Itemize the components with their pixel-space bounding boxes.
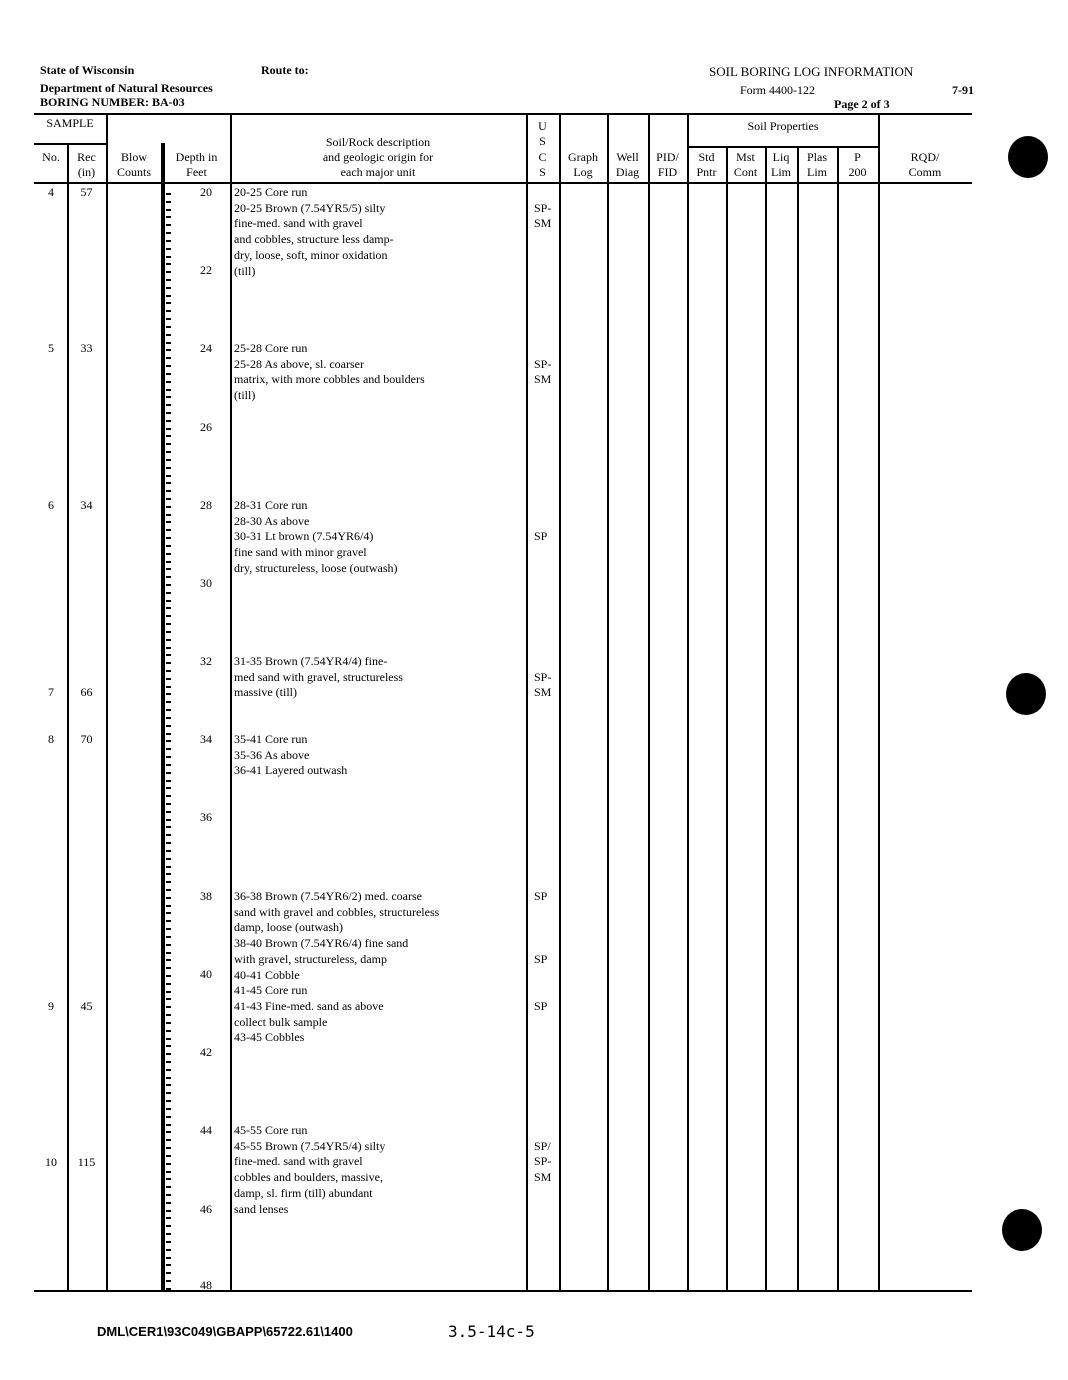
sample-no: 4 (48, 185, 54, 199)
table-top-border (34, 113, 972, 115)
depth-tick (166, 1006, 171, 1008)
depth-tick (166, 1264, 171, 1266)
depth-tick (166, 1280, 171, 1282)
blow-header: Blow (120, 150, 147, 164)
col-divider (106, 113, 108, 1290)
depth-tick (166, 224, 171, 226)
footer-page-code: 3.5-14c-5 (448, 1322, 535, 1341)
depth-label: 24 (200, 341, 212, 355)
col-divider (559, 113, 561, 1290)
depth-label: 20 (200, 185, 212, 199)
depth-tick (166, 1155, 171, 1157)
rec-header: Rec (77, 150, 96, 164)
depth-tick (166, 576, 171, 578)
sample-header-rule (34, 143, 106, 145)
depth-tick (166, 928, 171, 930)
sample-rec: 70 (80, 732, 93, 746)
depth-tick (166, 1210, 171, 1212)
depth-tick (166, 740, 171, 742)
depth-tick (166, 334, 171, 336)
depth-tick (166, 365, 171, 367)
depth-tick (166, 232, 171, 234)
plas-header: Plas (806, 150, 827, 164)
counts-header: Counts (116, 165, 151, 179)
sample-rec: 34 (80, 498, 93, 512)
depth-tick (166, 881, 171, 883)
uscs-header-s2: S (539, 165, 546, 179)
depth-tick (166, 1272, 171, 1274)
depth-tick (166, 584, 171, 586)
log-header: Log (573, 165, 593, 179)
depth-label: 38 (200, 889, 212, 903)
depth-label: 46 (200, 1202, 212, 1216)
state-name: State of Wisconsin (40, 63, 135, 77)
sample-no: 5 (48, 341, 54, 355)
depth-tick (166, 905, 171, 907)
uscs-code: SP/ SP- SM (534, 1138, 552, 1185)
depth-tick (166, 1084, 171, 1086)
depth-tick (166, 1077, 171, 1079)
depth-tick (166, 381, 171, 383)
uscs-header-c: C (538, 150, 547, 164)
description-block: 31-35 Brown (7.54YR4/4) fine- med sand with gravel, structureless massive (till) (234, 654, 403, 700)
table-bottom-border (34, 1290, 972, 1292)
description-block: 28-31 Core run 28-30 As above 30-31 Lt brown (7.54YR6/4) fine sand with minor gravel dry, structureless, loose (outwash) (234, 498, 398, 575)
punch-hole (1008, 136, 1048, 178)
depth-tick (166, 553, 171, 555)
depth-tick (166, 1194, 171, 1196)
well-header: Well (616, 150, 639, 164)
mst-header: Mst (736, 150, 755, 164)
soil-properties-header: Soil Properties (747, 119, 819, 133)
depth-tick (166, 1022, 171, 1024)
depth-tick (166, 686, 171, 688)
comm-header: Comm (908, 165, 942, 179)
col-divider (726, 146, 728, 1290)
depth-tick (166, 412, 171, 414)
depth-tick (166, 944, 171, 946)
depth-tick (166, 1030, 171, 1032)
depth-tick (166, 1202, 171, 1204)
depth-tick (166, 592, 171, 594)
depth-tick (166, 1124, 171, 1126)
depth-tick (166, 240, 171, 242)
sample-no: 10 (45, 1155, 57, 1169)
sample-rec: 45 (80, 999, 93, 1013)
depth-tick (166, 404, 171, 406)
p-header: P (854, 150, 861, 164)
depth-tick (166, 318, 171, 320)
depth-tick (166, 459, 171, 461)
depth-tick (166, 310, 171, 312)
depth-tick (166, 568, 171, 570)
depth-label: 48 (200, 1278, 212, 1292)
depth-tick (166, 1178, 171, 1180)
depth-tick (166, 545, 171, 547)
depth-tick (166, 248, 171, 250)
sample-no: 8 (48, 732, 54, 746)
depth-tick (166, 670, 171, 672)
col-divider (67, 143, 69, 1290)
punch-hole (1002, 1209, 1042, 1251)
depth-header: Depth in (175, 150, 218, 164)
depth-tick (166, 1241, 171, 1243)
form-number: Form 4400-122 (740, 83, 815, 97)
depth-tick (166, 647, 171, 649)
depth-tick (166, 897, 171, 899)
col-divider (765, 146, 767, 1290)
depth-tick (166, 826, 171, 828)
p200-header: 200 (848, 165, 867, 179)
depth-tick (166, 1045, 171, 1047)
depth-tick (166, 475, 171, 477)
sample-no: 7 (48, 685, 54, 699)
description-block: 25-28 Core run 25-28 As above, sl. coarser matrix, with more cobbles and boulders (till) (234, 341, 425, 403)
boring-number: BORING NUMBER: BA-03 (40, 95, 185, 109)
depth-tick (166, 866, 171, 868)
sample-no: 9 (48, 999, 54, 1013)
depth-tick (166, 1053, 171, 1055)
log-title: SOIL BORING LOG INFORMATION (709, 64, 914, 79)
depth-tick (166, 772, 171, 774)
fid-header: FID (657, 165, 678, 179)
liq-header: Liq (772, 150, 790, 164)
uscs-header-u: U (538, 119, 547, 133)
depth-label: 26 (200, 420, 212, 434)
sample-no: 6 (48, 498, 54, 512)
depth-tick (166, 780, 171, 782)
rqd-header: RQD/ (910, 150, 940, 164)
depth-tick (166, 756, 171, 758)
page-number: Page 2 of 3 (834, 97, 890, 111)
depth-tick (166, 1139, 171, 1141)
liq-lim-header: Lim (771, 165, 791, 179)
depth-tick (166, 615, 171, 617)
depth-tick (166, 1257, 171, 1259)
depth-tick (166, 952, 171, 954)
depth-tick (166, 764, 171, 766)
depth-tick (166, 1288, 171, 1290)
depth-tick (166, 1108, 171, 1110)
depth-tick (166, 795, 171, 797)
depth-tick (166, 912, 171, 914)
feet-header: Feet (186, 165, 207, 179)
depth-tick (166, 201, 171, 203)
depth-tick (166, 482, 171, 484)
depth-label: 28 (200, 498, 212, 512)
depth-label: 40 (200, 967, 212, 981)
soil-props-header-rule (688, 146, 879, 148)
depth-tick (166, 733, 171, 735)
depth-tick (166, 678, 171, 680)
col-divider (648, 113, 650, 1290)
depth-tick (166, 193, 171, 195)
depth-tick (166, 1092, 171, 1094)
col-divider (797, 146, 799, 1290)
depth-tick (166, 748, 171, 750)
depth-tick (166, 803, 171, 805)
form-revision: 7-91 (952, 83, 974, 97)
depth-tick (166, 287, 171, 289)
uscs-code: SP- SM (534, 356, 552, 387)
sample-header: SAMPLE (46, 116, 94, 130)
depth-tick (166, 1038, 171, 1040)
header-bottom-border (34, 182, 972, 184)
depth-tick (166, 842, 171, 844)
depth-tick (166, 858, 171, 860)
depth-tick (166, 967, 171, 969)
no-header: No. (42, 150, 60, 164)
depth-tick (166, 1061, 171, 1063)
depth-tick (166, 811, 171, 813)
depth-tick (166, 521, 171, 523)
depth-tick (166, 435, 171, 437)
depth-tick (166, 623, 171, 625)
depth-tick (166, 873, 171, 875)
depth-label: 32 (200, 654, 212, 668)
department-name: Department of Natural Resources (40, 81, 213, 95)
depth-tick (166, 467, 171, 469)
depth-tick (166, 349, 171, 351)
depth-tick (166, 662, 171, 664)
rec-unit-header: (in) (77, 165, 96, 179)
col-divider (837, 146, 839, 1290)
depth-tick (166, 654, 171, 656)
cont-header: Cont (733, 165, 758, 179)
depth-tick (166, 295, 171, 297)
depth-tick (166, 717, 171, 719)
depth-tick (166, 506, 171, 508)
depth-tick (166, 819, 171, 821)
desc-header-2: and geologic origin for (322, 150, 434, 164)
depth-tick (166, 428, 171, 430)
desc-header-3: each major unit (340, 165, 416, 179)
depth-tick (166, 342, 171, 344)
uscs-code: SP (534, 999, 548, 1013)
sample-rec: 33 (80, 341, 93, 355)
col-divider (163, 143, 165, 1290)
description-block: 35-41 Core run 35-36 As above 36-41 Layered outwash (234, 732, 348, 778)
sample-rec: 57 (80, 185, 93, 199)
depth-tick (166, 959, 171, 961)
depth-tick (166, 1163, 171, 1165)
depth-tick (166, 498, 171, 500)
depth-tick (166, 709, 171, 711)
col-divider (878, 113, 880, 1290)
depth-tick (166, 561, 171, 563)
depth-tick (166, 834, 171, 836)
depth-tick (166, 975, 171, 977)
depth-tick (166, 889, 171, 891)
col-divider (607, 113, 609, 1290)
depth-tick (166, 1217, 171, 1219)
uscs-code: SP- SM (534, 200, 552, 231)
depth-label: 34 (200, 732, 212, 746)
depth-label: 44 (200, 1123, 212, 1137)
plas-lim-header: Lim (807, 165, 827, 179)
depth-tick (166, 1014, 171, 1016)
depth-tick (166, 1171, 171, 1173)
route-to-label: Route to: (261, 63, 309, 77)
depth-tick (166, 514, 171, 516)
depth-tick (166, 373, 171, 375)
depth-tick (166, 991, 171, 993)
depth-tick (166, 600, 171, 602)
depth-tick (166, 302, 171, 304)
depth-tick (166, 1186, 171, 1188)
depth-tick (166, 263, 171, 265)
description-block: 45-55 Core run 45-55 Brown (7.54YR5/4) silty fine-med. sand with gravel cobbles and boulders, massive, damp, sl. firm (till) abundant sand lenses (234, 1123, 386, 1216)
depth-tick (166, 1233, 171, 1235)
depth-tick (166, 326, 171, 328)
desc-header-1: Soil/Rock description (325, 135, 431, 149)
std-header: Std (698, 150, 715, 164)
uscs-code: SP (534, 952, 548, 966)
description-block: 20-25 Core run 20-25 Brown (7.54YR5/5) silty fine-med. sand with gravel and cobbles, structure less damp- dry, loose, soft, minor oxidation (till) (234, 185, 394, 278)
depth-tick (166, 639, 171, 641)
depth-tick (166, 607, 171, 609)
pntr-header: Pntr (696, 165, 717, 179)
uscs-code: SP (534, 889, 548, 903)
depth-tick (166, 271, 171, 273)
depth-label: 42 (200, 1045, 212, 1059)
depth-tick (166, 490, 171, 492)
uscs-header-s: S (539, 134, 546, 148)
depth-tick (166, 1116, 171, 1118)
depth-tick (166, 1069, 171, 1071)
col-divider (526, 113, 528, 1290)
depth-tick (166, 725, 171, 727)
depth-tick (166, 1147, 171, 1149)
pid-header: PID/ (656, 150, 679, 164)
depth-tick (166, 396, 171, 398)
depth-tick (166, 631, 171, 633)
footer-file-path: DML\CER1\93C049\GBAPP\65722.61\1400 (97, 1324, 353, 1339)
depth-tick (166, 998, 171, 1000)
punch-hole (1006, 673, 1046, 715)
col-divider (230, 113, 232, 1290)
depth-tick (166, 357, 171, 359)
depth-tick (166, 936, 171, 938)
depth-label: 30 (200, 576, 212, 590)
depth-tick (166, 1100, 171, 1102)
depth-tick (166, 420, 171, 422)
depth-tick (166, 1225, 171, 1227)
depth-tick (166, 389, 171, 391)
depth-tick (166, 529, 171, 531)
uscs-code: SP- SM (534, 669, 552, 700)
depth-tick (166, 701, 171, 703)
sample-rec: 115 (77, 1155, 96, 1169)
depth-tick (166, 209, 171, 211)
depth-tick (166, 920, 171, 922)
depth-tick (166, 537, 171, 539)
col-divider (687, 113, 689, 1290)
sample-rec: 66 (80, 685, 93, 699)
graph-header: Graph (568, 150, 598, 164)
uscs-code: SP (534, 529, 548, 544)
depth-tick (166, 256, 171, 258)
depth-tick (166, 787, 171, 789)
depth-tick (166, 983, 171, 985)
depth-label: 36 (200, 810, 212, 824)
depth-label: 22 (200, 263, 212, 277)
depth-tick (166, 216, 171, 218)
depth-tick (166, 279, 171, 281)
depth-tick (166, 1249, 171, 1251)
diag-header: Diag (615, 165, 640, 179)
description-block: 36-38 Brown (7.54YR6/2) med. coarse sand with gravel and cobbles, structureless damp, loose (outwash) 38-40 Brown (7.54YR6/4) fine sand with gravel, structureless, damp 40-41 Cobble 41-45 Core run 41-43 Fine-med. sand as above collect bulk sample 43-45 Cobbles (234, 889, 440, 1045)
depth-tick (166, 443, 171, 445)
depth-tick (166, 1131, 171, 1133)
depth-tick (166, 850, 171, 852)
depth-tick (166, 451, 171, 453)
depth-tick (166, 693, 171, 695)
